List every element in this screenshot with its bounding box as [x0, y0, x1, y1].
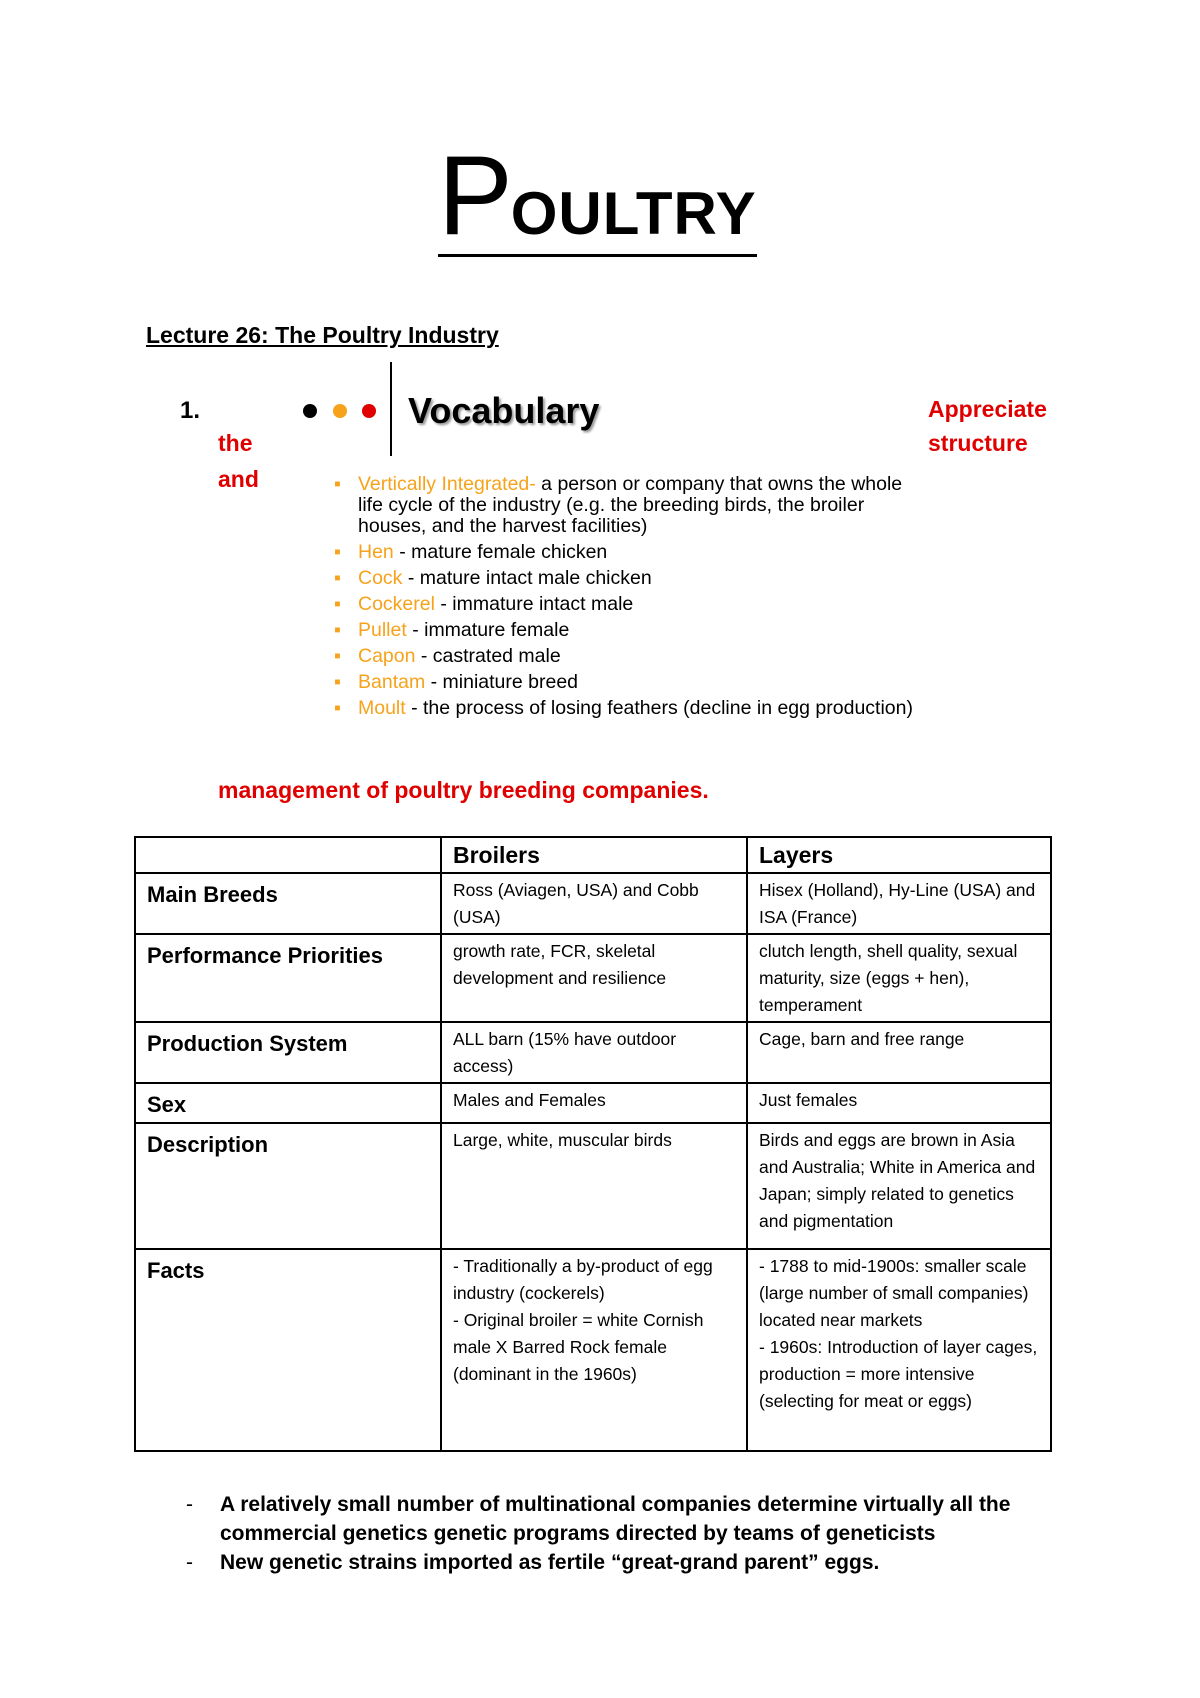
- list-number: 1.: [180, 397, 201, 424]
- red-dot-icon: [362, 404, 376, 418]
- vocab-definition: - immature female: [406, 619, 570, 641]
- bottom-bullet: [186, 1490, 1046, 1548]
- square-bullet-icon: ▪: [334, 541, 341, 563]
- vocab-definition: - castrated male: [415, 645, 561, 667]
- lecture-heading: Lecture 26: The Poultry Industry: [146, 322, 499, 348]
- vocab-item: [328, 474, 928, 537]
- table-header-row: [135, 837, 1051, 873]
- broilers-cell: Males and Females: [441, 1083, 747, 1123]
- vocab-definition: - the process of losing feathers (decline in egg production): [405, 697, 913, 719]
- layers-cell: Birds and eggs are brown in Asia and Australia; White in America and Japan; simply related to genetics and pigmentation: [747, 1123, 1051, 1249]
- vocab-item: [328, 646, 928, 667]
- layers-cell: clutch length, shell quality, sexual maturity, size (eggs + hen), temperament: [747, 934, 1051, 1022]
- table-row: [135, 1123, 1051, 1249]
- layers-cell: Cage, barn and free range: [747, 1022, 1051, 1083]
- vocab-term: Vertically Integrated-: [358, 473, 536, 495]
- vocab-item: [328, 620, 928, 641]
- vocab-definition: a person or company that owns the whole life cycle of the industry (e.g. the breeding birds, the broiler houses, and the harvest facilities): [358, 473, 903, 537]
- header-empty: [135, 837, 441, 873]
- breeds-table: [134, 836, 1052, 1452]
- dash-bullet: -: [186, 1551, 193, 1574]
- vocab-term: Moult: [358, 697, 406, 719]
- table-row: [135, 1249, 1051, 1451]
- page-title: [438, 133, 757, 258]
- row-label: Description: [135, 1123, 441, 1249]
- vocabulary-heading: Vocabulary: [408, 390, 600, 431]
- dash-bullet: -: [186, 1493, 193, 1516]
- vocab-term: Capon: [358, 645, 416, 667]
- broilers-cell: ALL barn (15% have outdoor access): [441, 1022, 747, 1083]
- vocab-term: Cock: [358, 567, 403, 589]
- vocab-divider: [390, 362, 392, 456]
- vocab-term: Hen: [358, 541, 394, 563]
- square-bullet-icon: ▪: [334, 619, 341, 641]
- vocab-item: [328, 594, 928, 615]
- layers-cell: Just females: [747, 1083, 1051, 1123]
- fragment-and: and: [218, 466, 259, 492]
- title-first-letter: P: [438, 133, 511, 258]
- bottom-bullet: [186, 1548, 1046, 1577]
- square-bullet-icon: ▪: [334, 645, 341, 667]
- square-bullet-icon: ▪: [334, 567, 341, 589]
- row-label: Sex: [135, 1083, 441, 1123]
- table-row: [135, 934, 1051, 1022]
- vocab-term: Pullet: [358, 619, 407, 641]
- broilers-cell: - Traditionally a by-product of egg industry (cockerels) - Original broiler = white Cornish male X Barred Rock female (dominant in the 1960s): [441, 1249, 747, 1451]
- vocab-item: [328, 672, 928, 693]
- row-label: Production System: [135, 1022, 441, 1083]
- fragment-the: the: [218, 430, 253, 456]
- table-row: [135, 1083, 1051, 1123]
- vocabulary-list: [328, 474, 928, 724]
- row-label: Performance Priorities: [135, 934, 441, 1022]
- row-label: Facts: [135, 1249, 441, 1451]
- square-bullet-icon: ▪: [334, 473, 341, 495]
- square-bullet-icon: ▪: [334, 697, 341, 719]
- vocab-definition: - mature intact male chicken: [402, 567, 652, 589]
- vocab-definition: - mature female chicken: [393, 541, 608, 563]
- fragment-structure: structure: [928, 430, 1028, 456]
- layers-cell: Hisex (Holland), Hy-Line (USA) and ISA (France): [747, 873, 1051, 934]
- header-broilers: Broilers: [441, 837, 747, 873]
- square-bullet-icon: ▪: [334, 671, 341, 693]
- bullet-text: New genetic strains imported as fertile “great-grand parent” eggs.: [220, 1551, 880, 1574]
- vocab-item: [328, 568, 928, 589]
- management-line: management of poultry breeding companies.: [218, 777, 709, 803]
- bullet-text: A relatively small number of multinational companies determine virtually all the commercial genetics genetic programs directed by teams of geneticists: [220, 1493, 1011, 1545]
- title-rest: OULTRY: [510, 180, 757, 247]
- row-label: Main Breeds: [135, 873, 441, 934]
- broilers-cell: growth rate, FCR, skeletal development and resilience: [441, 934, 747, 1022]
- vocab-item: [328, 542, 928, 563]
- orange-dot-icon: [333, 404, 347, 418]
- vocab-definition: - immature intact male: [434, 593, 634, 615]
- bottom-bullet-list: [186, 1490, 1046, 1577]
- black-dot-icon: [303, 404, 317, 418]
- layers-cell: - 1788 to mid-1900s: smaller scale (large number of small companies) located near markets - 1960s: Introduction of layer cages, production = more intensive (selecting for meat or eggs): [747, 1249, 1051, 1451]
- vocab-item: [328, 698, 928, 719]
- square-bullet-icon: ▪: [334, 593, 341, 615]
- broilers-cell: Ross (Aviagen, USA) and Cobb (USA): [441, 873, 747, 934]
- header-layers: Layers: [747, 837, 1051, 873]
- table-row: [135, 1022, 1051, 1083]
- vocab-definition: - miniature breed: [425, 671, 579, 693]
- table-row: [135, 873, 1051, 934]
- fragment-appreciate: Appreciate: [928, 396, 1047, 422]
- vocab-term: Cockerel: [358, 593, 435, 615]
- broilers-cell: Large, white, muscular birds: [441, 1123, 747, 1249]
- vocab-term: Bantam: [358, 671, 426, 693]
